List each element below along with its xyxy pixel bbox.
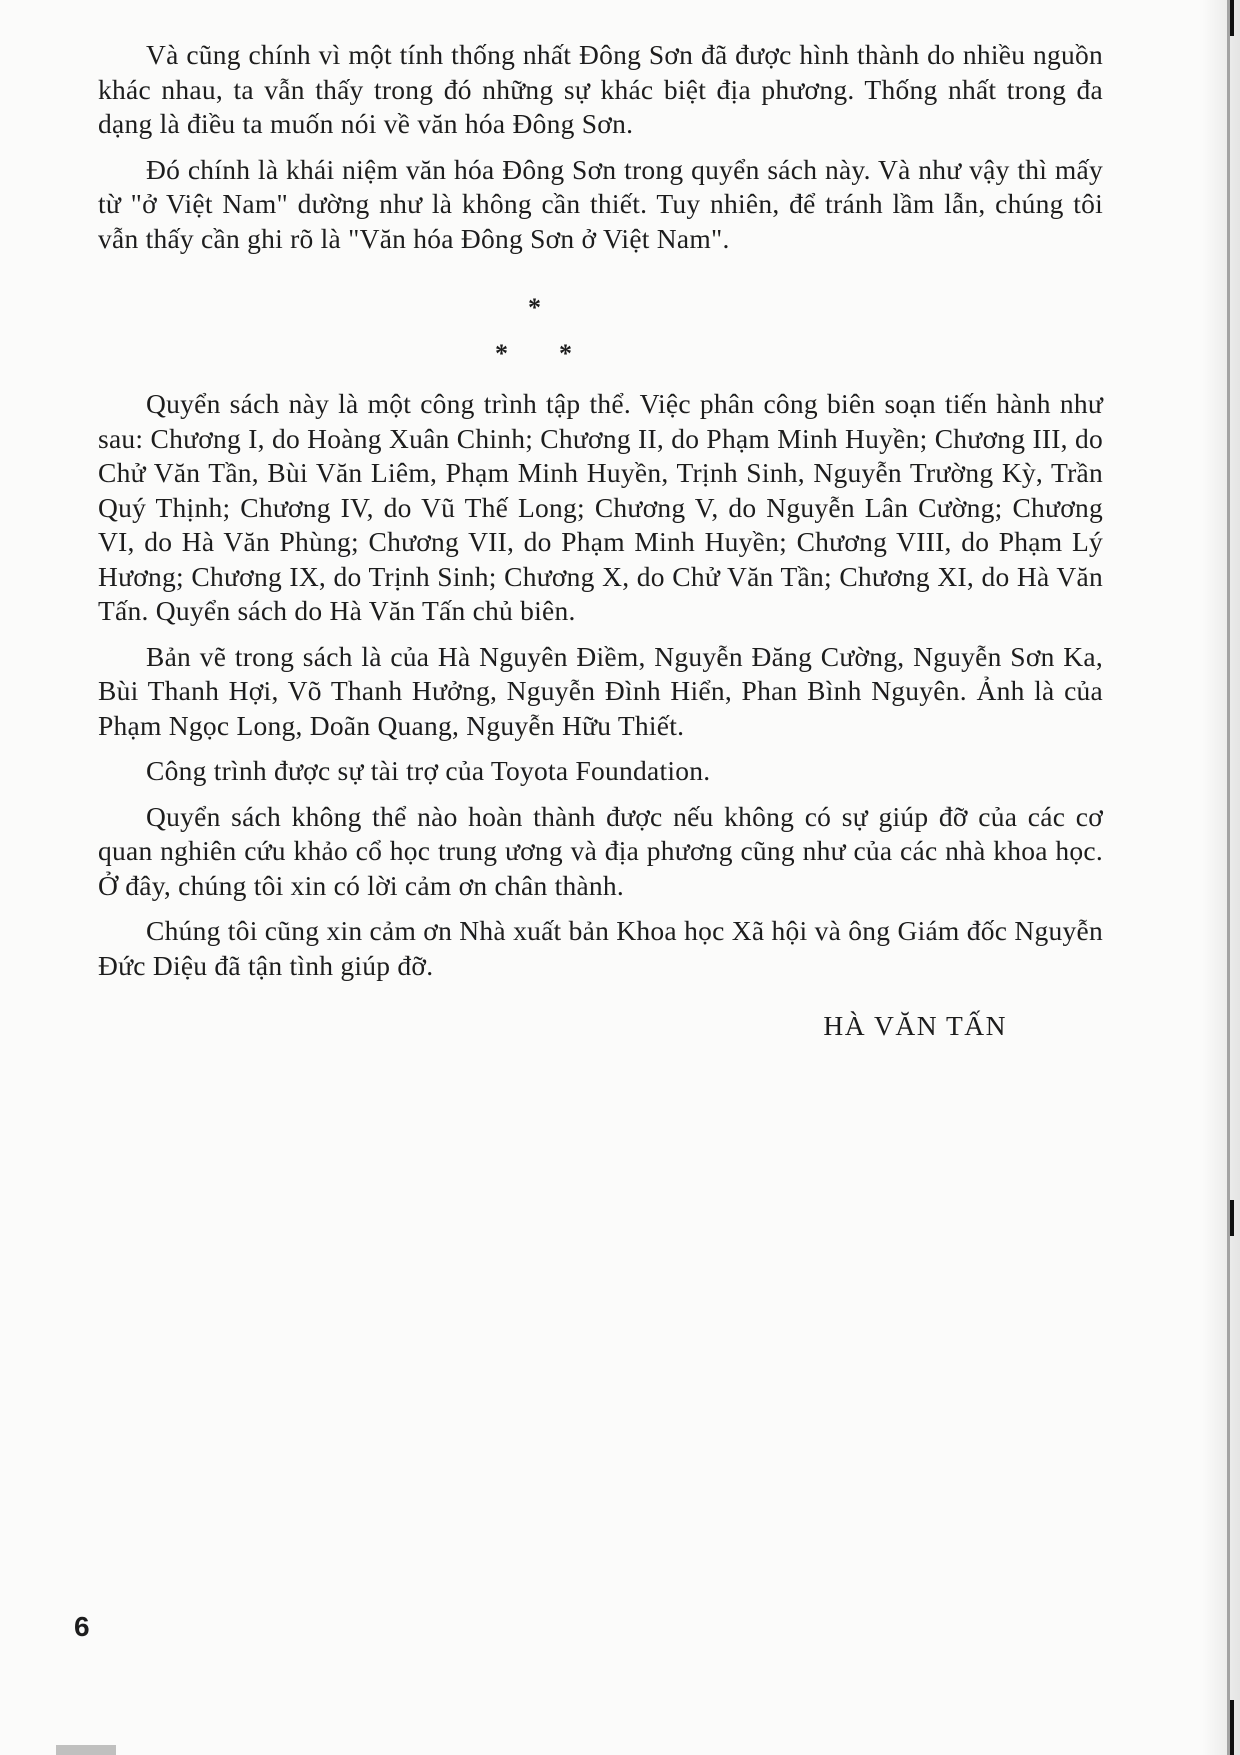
paragraph-thanks-publisher: Chúng tôi cũng xin cảm ơn Nhà xuất bản Khoa học Xã hội và ông Giám đốc Nguyễn Đức Diệu đã tận tình giúp đỡ.	[98, 915, 1103, 981]
page-number: 6	[74, 1611, 90, 1642]
separator-star: *	[559, 339, 572, 368]
separator-star: *	[528, 293, 541, 322]
scan-artifact	[56, 1745, 116, 1755]
paragraph-funding: Công trình được sự tài trợ của Toyota Foundation.	[146, 755, 711, 786]
edge-mark	[1230, 1200, 1234, 1236]
page-content	[98, 38, 1103, 1043]
separator-star: *	[495, 339, 508, 368]
page-edge-line	[1227, 0, 1230, 1755]
edge-mark	[1230, 0, 1234, 36]
paragraph-illustrators: Bản vẽ trong sách là của Hà Nguyên Điềm, Nguyễn Đăng Cường, Nguyễn Sơn Ka, Bùi Thanh Hợi, Võ Thanh Hưởng, Nguyễn Đình Hiển, Phan Bình Nguyên. Ảnh là của Phạm Ngọc Long, Doãn Quang, Nguyễn Hữu Thiết.	[98, 640, 1103, 741]
page-gutter-shadow	[1202, 0, 1240, 1755]
paragraph-concept: Đó chính là khái niệm văn hóa Đông Sơn trong quyển sách này. Và như vậy thì mấy từ "ở Việt Nam" dường như là không cần thiết. Tuy nhiên, để tránh lầm lẫn, chúng tôi vẫn thấy cần ghi rõ là "Văn hóa Đông Sơn ở Việt Nam".	[98, 153, 1103, 254]
paragraph-thanks-institutions: Quyển sách không thể nào hoàn thành được nếu không có sự giúp đỡ của các cơ quan nghiên cứu khảo cổ học trung ương và địa phương cũng như của các nhà khoa học. Ở đây, chúng tôi xin có lời cảm ơn chân thành.	[98, 800, 1103, 901]
paragraph-unity: Và cũng chính vì một tính thống nhất Đông Sơn đã được hình thành do nhiều nguồn khác nhau, ta vẫn thấy trong đó những sự khác biệt địa phương. Thống nhất trong đa dạng là điều ta muốn nói về văn hóa Đông Sơn.	[98, 39, 1103, 139]
paragraph-authors: Quyển sách này là một công trình tập thể. Việc phân công biên soạn tiến hành như sau: Chương I, do Hoàng Xuân Chinh; Chương II, do Phạm Minh Huyền; Chương III, do Chử Văn Tần, Bùi Văn Liêm, Phạm Minh Huyền, Trịnh Sinh, Nguyễn Trường Kỳ, Trần Quý Thịnh; Chương IV, do Vũ Thế Long; Chương V, do Nguyễn Lân Cường; Chương VI, do Hà Văn Phùng; Chương VII, do Phạm Minh Huyền; Chương VIII, do Phạm Lý Hương; Chương IX, do Trịnh Sinh; Chương X, do Chử Văn Tần; Chương XI, do Hà Văn Tấn. Quyển sách do Hà Văn Tấn chủ biên.	[98, 388, 1103, 626]
edge-mark	[1230, 1700, 1234, 1755]
section-separator	[98, 267, 1103, 377]
author-signature: HÀ VĂN TẤN	[823, 1010, 1007, 1041]
